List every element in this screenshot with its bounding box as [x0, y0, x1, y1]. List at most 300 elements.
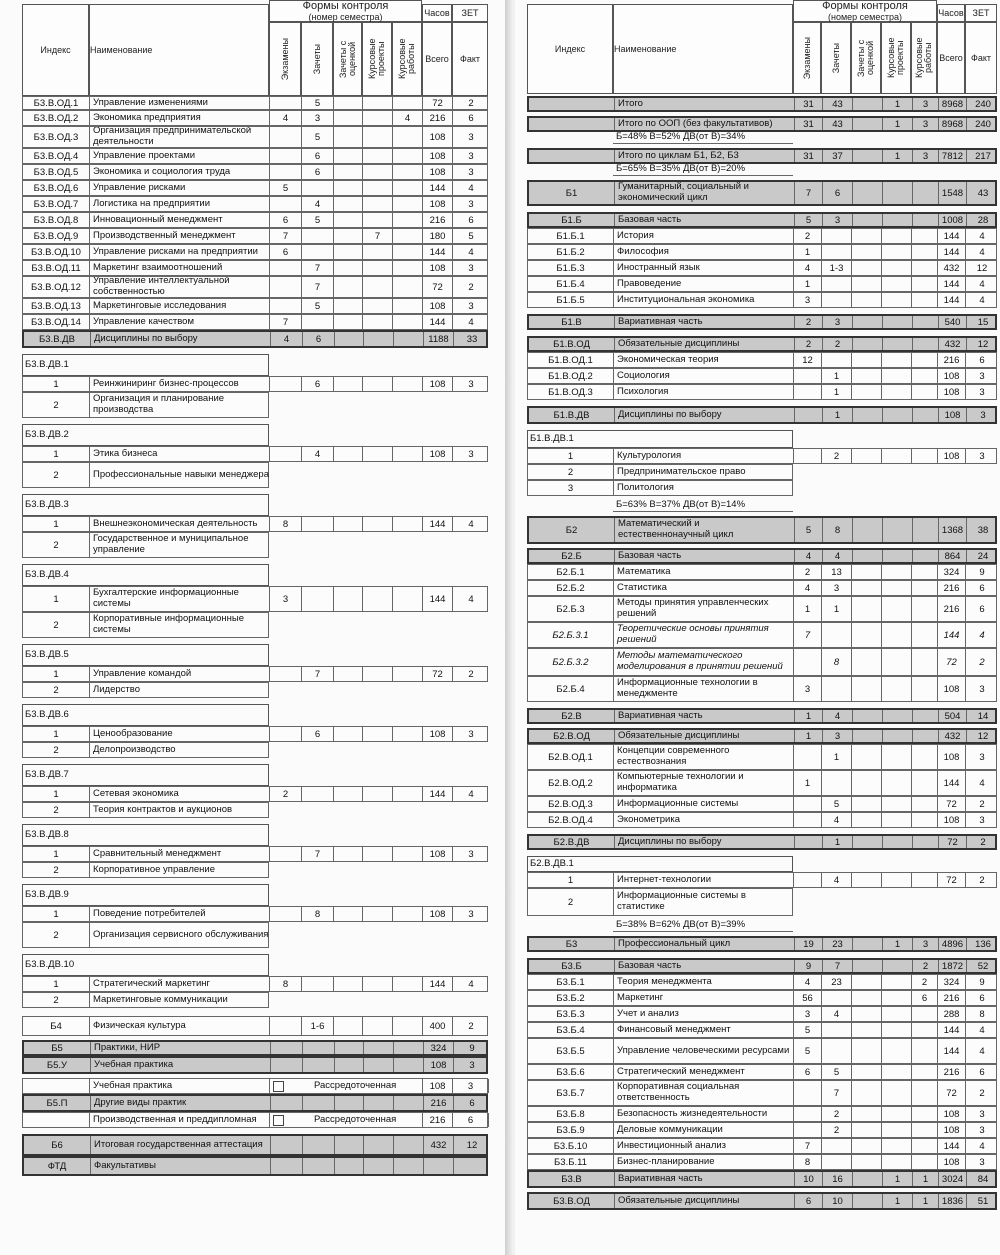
row-name: Корпоративные информационные системы [93, 613, 244, 635]
table-row [22, 1016, 488, 1036]
table-row [527, 974, 997, 990]
row-graded-credits [852, 1039, 882, 1063]
group-header-row [527, 430, 997, 448]
row-index: Б1.Б.4 [528, 277, 614, 291]
row-credits [303, 1136, 335, 1154]
row-index: 2 [23, 803, 90, 817]
table-row [527, 1006, 997, 1022]
row-credits [822, 771, 852, 795]
row-graded-credits [852, 975, 882, 989]
row-exams: 1 [795, 730, 823, 742]
table-row [527, 1080, 997, 1106]
row-index: Б2.Б.3.1 [528, 623, 614, 647]
row-course-projects: 1 [883, 1172, 913, 1186]
table-row [22, 148, 488, 164]
row-graded-credits [853, 1194, 883, 1208]
row-course-projects [363, 907, 393, 921]
row-course-works [912, 449, 938, 463]
row-name: Управление интеллектуальной собственностью [90, 277, 270, 297]
row-name: Вариативная часть [615, 1172, 795, 1186]
row-graded-credits [852, 677, 882, 701]
table-row [527, 744, 997, 770]
row-zet-fact: 4 [468, 246, 474, 258]
row-credits: 23 [822, 975, 852, 989]
row-course-works [912, 229, 938, 243]
header-works [392, 22, 422, 96]
row-credits: 37 [823, 150, 853, 162]
row-course-projects [883, 316, 913, 328]
row-total-hours: 72 [938, 1081, 966, 1105]
row-credits [302, 229, 334, 243]
row-total-hours: 144 [423, 787, 453, 801]
row-name: Учет и анализ [614, 1007, 794, 1021]
row-name: Учебная практика [90, 1079, 270, 1093]
row-course-works [912, 1007, 938, 1021]
row-zet-fact: 6 [979, 582, 985, 594]
row-graded-credits [852, 771, 882, 795]
row-name: Психология [614, 385, 794, 399]
row-zet-fact: 3 [468, 908, 474, 920]
header-credits-text: Зачеты [311, 43, 322, 75]
row-exams: 1 [794, 245, 822, 259]
row-course-works [393, 97, 423, 109]
row-course-projects [363, 315, 393, 329]
row-zet-fact: 4 [468, 788, 474, 800]
row-total-hours: 108 [423, 727, 453, 741]
distribution-label: Рассредоточенная [314, 1113, 397, 1125]
row-exams: 2 [795, 338, 823, 350]
row-index: Б3.В.ОД.1 [23, 97, 90, 109]
row-zet-fact: 3 [468, 300, 474, 312]
row-index: Б2.В.ДВ [529, 836, 615, 848]
row-index: Б2.В.ОД [529, 730, 615, 742]
row-zet-fact: 6 [979, 603, 985, 615]
header-index [527, 4, 613, 94]
header-fact-text: Факт [970, 53, 991, 63]
row-credits: 1 [822, 745, 852, 769]
row-total-hours: 3024 [939, 1172, 967, 1186]
row-name: Управление проектами [90, 149, 270, 163]
row-zet-fact: 6 [468, 112, 474, 124]
group-index: Б3.В.ДВ.3 [25, 498, 69, 510]
row-course-projects [363, 181, 393, 195]
row-course-projects [883, 338, 913, 350]
row-zet-fact: 2 [468, 668, 474, 680]
table-row [527, 1106, 997, 1122]
row-graded-credits [335, 1058, 364, 1072]
ratio-note: Б=65% В=35% ДВ(от В)=20% [613, 164, 793, 176]
row-course-works [394, 1042, 424, 1054]
row-course-works [394, 1158, 424, 1174]
table-row [527, 1022, 997, 1038]
row-exams [270, 847, 302, 861]
row-index: Б4 [23, 1017, 90, 1035]
row-course-works [393, 229, 423, 243]
row-graded-credits [334, 787, 363, 801]
row-course-projects [363, 213, 393, 227]
row-total-hours: 432 [939, 730, 967, 742]
row-course-projects [882, 1081, 912, 1105]
row-course-works [393, 149, 423, 163]
row-total-hours: 432 [424, 1136, 454, 1154]
row-course-projects [882, 1023, 912, 1037]
row-course-works [393, 299, 423, 313]
row-zet-fact: 3 [979, 683, 985, 695]
row-graded-credits [334, 165, 363, 179]
row-zet-fact: 6 [469, 1097, 475, 1109]
row-name: Внешнеэкономическая деятельность [90, 517, 270, 531]
row-name: Стратегический маркетинг [90, 977, 270, 991]
row-index: Б3.Б.3 [528, 1007, 614, 1021]
row-exams [794, 797, 822, 811]
row-course-projects [882, 991, 912, 1005]
row-credits: 4 [302, 447, 334, 461]
row-course-projects [882, 649, 912, 675]
row-name: Управление качеством [90, 315, 270, 329]
row-name: Институциональная экономика [614, 293, 794, 307]
row-course-works [913, 182, 939, 204]
row-course-works [912, 293, 938, 307]
row-course-projects [883, 518, 913, 542]
row-total-hours: 108 [424, 1058, 454, 1072]
group-index: Б3.В.ДВ.9 [25, 888, 69, 900]
row-index: 2 [23, 743, 90, 757]
row-course-projects [882, 261, 912, 275]
row-graded-credits [852, 1065, 882, 1079]
row-course-projects [882, 813, 912, 827]
row-index [529, 118, 615, 130]
row-name: Факультативы [91, 1158, 271, 1174]
row-graded-credits [853, 338, 883, 350]
row-exams [794, 1107, 822, 1121]
row-exams: 5 [794, 1023, 822, 1037]
row-exams [270, 277, 302, 297]
row-name: Экономика предприятия [90, 111, 270, 125]
row-zet-fact: 3 [979, 1124, 985, 1136]
row-total-hours: 108 [938, 745, 966, 769]
row-course-works [912, 369, 938, 383]
checkbox[interactable] [273, 1115, 284, 1126]
row-exams [794, 873, 822, 887]
row-name: Базовая часть [615, 550, 795, 562]
row-name: Маркетинговые исследования [90, 299, 270, 313]
row-credits [303, 1058, 335, 1072]
table-row [22, 276, 488, 298]
header-fact [452, 22, 488, 96]
row-name: Математический и естественнонаучный цикл [615, 518, 795, 542]
row-zet-fact: 8 [979, 1008, 985, 1020]
header-exams [793, 22, 821, 94]
row-name: Организация и планирование производства [93, 393, 225, 415]
row-exams: 6 [270, 213, 302, 227]
section-row [527, 548, 997, 564]
row-graded-credits [334, 907, 363, 921]
row-credits [302, 181, 334, 195]
row-course-projects [364, 332, 394, 346]
row-credits [303, 1042, 335, 1054]
row-name: Инвестиционный анализ [614, 1139, 794, 1153]
group-index: Б3.В.ДВ.7 [25, 768, 69, 780]
row-zet-fact: 12 [977, 338, 989, 350]
header-graded [333, 22, 362, 96]
row-total-hours: 216 [423, 1113, 453, 1127]
row-index [529, 150, 615, 162]
row-credits: 2 [822, 1107, 852, 1121]
row-total-hours: 72 [938, 649, 966, 675]
row-total-hours: 108 [423, 299, 453, 313]
row-zet-fact: 12 [976, 262, 988, 274]
row-graded-credits [852, 449, 882, 463]
row-exams: 7 [270, 229, 302, 243]
table-row [22, 96, 488, 110]
table-row [527, 564, 997, 580]
table-row [527, 480, 793, 496]
row-name: Культурология [614, 449, 794, 463]
row-index: ФТД [24, 1158, 91, 1174]
forms-title: Формы контроля [822, 0, 908, 12]
row-zet-fact: 3 [979, 370, 985, 382]
section-row [527, 116, 997, 132]
row-exams: 3 [794, 293, 822, 307]
row-course-projects [363, 245, 393, 259]
row-total-hours: 540 [939, 316, 967, 328]
row-course-projects [882, 677, 912, 701]
row-total-hours: 144 [938, 1023, 966, 1037]
row-graded-credits [852, 1107, 882, 1121]
row-total-hours: 216 [938, 353, 966, 367]
row-name: Профессиональные навыки менеджера [93, 468, 269, 480]
row-exams: 4 [795, 550, 823, 562]
table-row [22, 110, 488, 126]
row-total-hours: 108 [423, 149, 453, 163]
row-name: Предпринимательское право [617, 465, 746, 477]
row-course-works [912, 277, 938, 291]
row-exams: 2 [795, 316, 823, 328]
row-credits: 16 [823, 1172, 853, 1186]
row-exams: 1 [794, 277, 822, 291]
row-index: 3 [528, 481, 614, 495]
row-index: Б2.Б.4 [528, 677, 614, 701]
row-graded-credits [334, 517, 363, 531]
row-name: Математика [614, 565, 794, 579]
row-exams: 4 [794, 975, 822, 989]
header-zet [965, 4, 997, 22]
row-course-projects [363, 97, 393, 109]
row-index: 1 [528, 873, 614, 887]
row-zet-fact: 3 [453, 1079, 489, 1093]
ratio-note-row [527, 132, 997, 144]
row-credits [822, 229, 852, 243]
row-credits [302, 977, 334, 991]
row-graded-credits [852, 369, 882, 383]
row-exams [794, 649, 822, 675]
row-zet-fact: 4 [468, 593, 474, 605]
row-graded-credits [335, 1096, 364, 1110]
row-exams: 1 [794, 597, 822, 621]
row-course-works [913, 214, 939, 226]
row-graded-credits [852, 385, 882, 399]
row-zet-fact: 2 [468, 97, 474, 109]
row-graded-credits [334, 315, 363, 329]
row-exams [270, 127, 302, 147]
row-total-hours: 108 [938, 1155, 966, 1169]
row-graded-credits [335, 1136, 364, 1154]
row-index: Б3.Б.9 [528, 1123, 614, 1137]
row-name: Итого по ООП (без факультативов) [615, 118, 795, 130]
row-course-works [912, 353, 938, 367]
row-zet-fact: 4 [979, 1045, 985, 1057]
row-course-works [393, 377, 423, 391]
row-total-hours: 8968 [939, 98, 967, 110]
section-row [527, 708, 997, 724]
row-course-works [393, 127, 423, 147]
row-zet-fact: 3 [468, 728, 474, 740]
table-row [22, 298, 488, 314]
row-total-hours: 108 [423, 1079, 453, 1093]
row-course-works [393, 787, 423, 801]
row-name: Вариативная часть [615, 316, 795, 328]
header-zet-text: ЗЕТ [461, 8, 479, 18]
row-index: Б3.Б.10 [528, 1139, 614, 1153]
row-exams [270, 667, 302, 681]
table-row [527, 228, 997, 244]
row-graded-credits [334, 447, 363, 461]
table-row [527, 276, 997, 292]
row-zet-fact: 240 [975, 98, 991, 110]
row-index: 1 [23, 907, 90, 921]
row-zet-fact: 3 [468, 166, 474, 178]
row-credits: 2 [822, 449, 852, 463]
row-course-projects [363, 377, 393, 391]
row-total-hours: 144 [938, 1139, 966, 1153]
row-name: Базовая часть [615, 214, 795, 226]
header-hours-text: Часов [424, 8, 450, 18]
row-index: 1 [23, 787, 90, 801]
row-credits [822, 1023, 852, 1037]
row-total-hours: 72 [938, 797, 966, 811]
group-index: Б1.В.ДВ.1 [530, 432, 574, 444]
row-credits: 23 [823, 938, 853, 950]
row-index: Б1.В.ОД.3 [528, 385, 614, 399]
row-credits: 4 [823, 710, 853, 722]
row-zet-fact: 2 [468, 1020, 474, 1032]
row-exams [794, 813, 822, 827]
header-credits-text: Зачеты [830, 42, 841, 74]
row-name: Теория контрактов и аукционов [93, 803, 233, 815]
table-row [527, 1038, 997, 1064]
row-graded-credits [853, 938, 883, 950]
row-index: Б3.В.ОД.10 [23, 245, 90, 259]
row-zet-fact: 3 [979, 1108, 985, 1120]
row-name: Управление рисками [90, 181, 270, 195]
table-row [22, 726, 488, 742]
ratio-note-row [527, 164, 997, 176]
row-zet-fact: 3 [468, 448, 474, 460]
row-exams: 2 [270, 787, 302, 801]
row-course-projects [882, 1107, 912, 1121]
section-row [22, 1056, 488, 1074]
row-total-hours: 216 [938, 597, 966, 621]
row-credits: 8 [302, 907, 334, 921]
row-graded-credits [334, 377, 363, 391]
row-credits: 3 [822, 581, 852, 595]
row-exams: 7 [270, 315, 302, 329]
row-total-hours: 216 [423, 213, 453, 227]
row-index: Б3.В.ОД.5 [23, 165, 90, 179]
row-index: Б1.Б.1 [528, 229, 614, 243]
header-projects [362, 22, 392, 96]
row-graded-credits [852, 873, 882, 887]
row-total-hours: 108 [423, 847, 453, 861]
row-total-hours: 72 [423, 277, 453, 297]
distribution-cell [270, 1113, 423, 1127]
section-row [527, 212, 997, 228]
row-name: Итого по циклам Б1, Б2, Б3 [615, 150, 795, 162]
row-index: Б3.В.ОД.2 [23, 111, 90, 125]
row-credits: 1 [822, 369, 852, 383]
row-name: Корпоративная социальная ответственность [614, 1081, 794, 1105]
row-name: Физическая культура [90, 1017, 270, 1035]
row-graded-credits [853, 408, 883, 422]
header-name [613, 4, 793, 94]
checkbox[interactable] [273, 1081, 284, 1092]
header-index [22, 4, 89, 96]
header-credits [301, 22, 333, 96]
section-row [527, 958, 997, 974]
row-exams: 7 [794, 1139, 822, 1153]
row-course-projects [882, 623, 912, 647]
row-course-projects [363, 847, 393, 861]
group-index: Б2.В.ДВ.1 [530, 857, 574, 869]
row-graded-credits [853, 730, 883, 742]
row-name: Управление рисками на предприятии [90, 245, 270, 259]
row-name: Маркетинг [614, 991, 794, 1005]
row-zet-fact: 3 [979, 450, 985, 462]
row-zet-fact: 6 [979, 354, 985, 366]
row-credits [303, 1158, 335, 1174]
row-course-projects [882, 873, 912, 887]
row-index: Б3.В.ОД [529, 1194, 615, 1208]
row-name: Вариативная часть [615, 710, 795, 722]
row-graded-credits [852, 797, 882, 811]
row-zet-fact: 136 [975, 938, 991, 950]
row-credits [822, 1039, 852, 1063]
row-total-hours: 108 [423, 907, 453, 921]
table-row [22, 992, 269, 1008]
row-name: Учебная практика [91, 1058, 271, 1072]
forms-subtitle: (номер семестра) [308, 11, 383, 22]
row-course-works [393, 907, 423, 921]
row-exams: 1 [794, 771, 822, 795]
row-name: Базовая часть [615, 960, 795, 972]
row-index: Б3.Б.4 [528, 1023, 614, 1037]
row-course-works [394, 1058, 424, 1072]
row-course-projects [883, 182, 913, 204]
row-graded-credits [853, 1172, 883, 1186]
row-exams [795, 408, 823, 422]
row-exams: 8 [270, 977, 302, 991]
row-exams [271, 1058, 303, 1072]
row-exams: 5 [795, 214, 823, 226]
row-course-projects: 7 [363, 229, 393, 243]
row-course-works [393, 197, 423, 211]
header-total-text: Всего [425, 54, 449, 64]
row-zet-fact: 4 [979, 230, 985, 242]
row-exams: 31 [795, 98, 823, 110]
row-zet-fact [454, 1158, 490, 1174]
row-credits [822, 623, 852, 647]
row-credits: 6 [823, 182, 853, 204]
